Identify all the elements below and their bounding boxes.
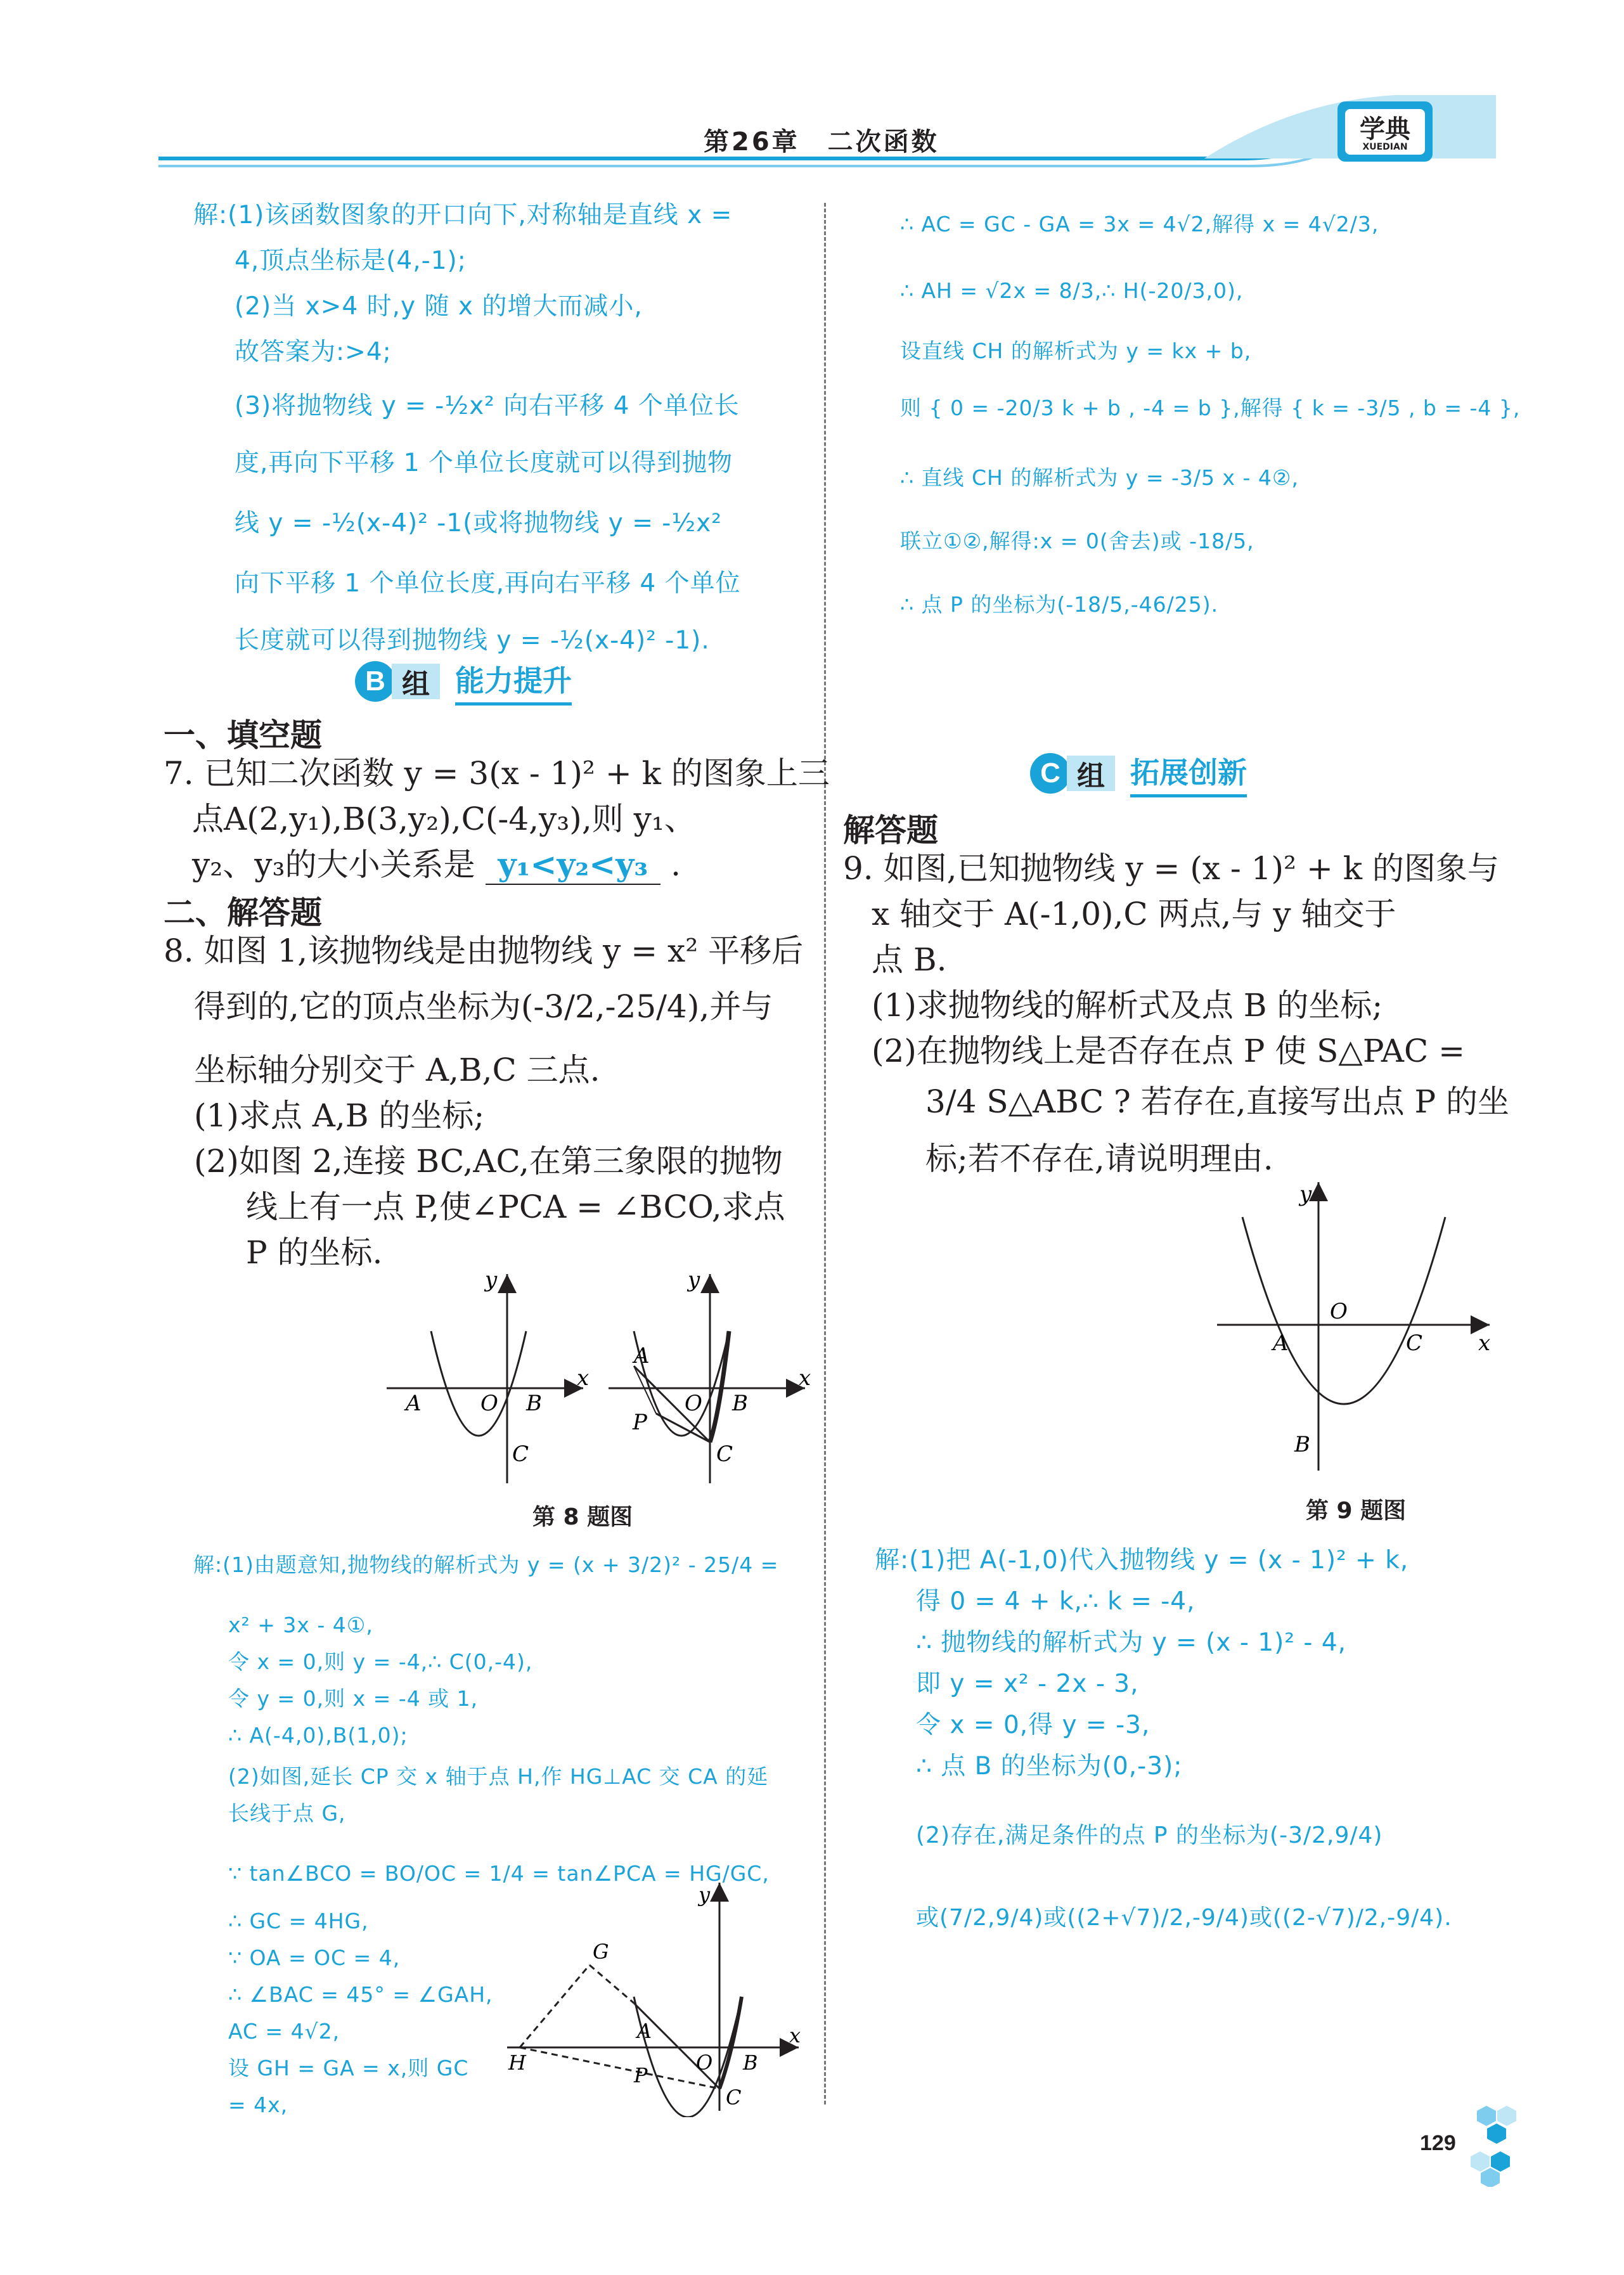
- axis-x-label: x: [799, 1365, 811, 1391]
- point-o-label: O: [480, 1391, 498, 1416]
- sol-a-line: 解:(1)该函数图象的开口向下,对称轴是直线 x =: [193, 201, 733, 229]
- q7-end: .: [671, 846, 681, 883]
- q9-line: 9. 如图,已知抛物线 y = (x - 1)² + k 的图象与: [843, 850, 1499, 887]
- q9-line: 3/4 S△ABC ? 若存在,直接写出点 P 的坐: [925, 1083, 1510, 1120]
- point-o-label: O: [1330, 1299, 1348, 1324]
- fig8-graph-2: [596, 1261, 811, 1490]
- sol-a-line: 度,再向下平移 1 个单位长度就可以得到抛物: [235, 449, 733, 477]
- point-p-label: P: [633, 1410, 647, 1435]
- point-c-label: C: [726, 2085, 742, 2110]
- sol8c-line: 联立①②,解得:x = 0(舍去)或 -18/5,: [900, 529, 1254, 553]
- axis-y-label: y: [699, 1883, 711, 1907]
- point-a-label: A: [406, 1391, 422, 1416]
- axis-x-label: x: [577, 1365, 590, 1391]
- sol8-line: ∴ GC = 4HG,: [228, 1909, 369, 1933]
- point-c-label: C: [716, 1441, 733, 1467]
- sol8c-line: ∴ 点 P 的坐标为(-18/5,-46/25).: [900, 592, 1219, 617]
- sol8-line: ∵ OA = OC = 4,: [228, 1945, 401, 1970]
- section-answer-right: 解答题: [843, 812, 938, 849]
- group-letter: C: [1030, 753, 1071, 794]
- section-fill-blank: 一、填空题: [164, 717, 322, 754]
- point-b-label: B: [1294, 1432, 1310, 1457]
- group-b-heading: [355, 659, 572, 704]
- q7-line: 点A(2,y₁),B(3,y₂),C(-4,y₃),则 y₁、: [192, 801, 696, 837]
- group-zu: 组: [392, 664, 440, 699]
- sol8-line: 解:(1)由题意知,抛物线的解析式为 y = (x + 3/2)² - 25/4 =: [193, 1552, 779, 1577]
- sol8-line: = 4x,: [228, 2092, 288, 2117]
- sol8-line: (2)如图,延长 CP 交 x 轴于点 H,作 HG⊥AC 交 CA 的延: [228, 1764, 769, 1789]
- point-b-label: B: [743, 2051, 758, 2075]
- sol9-line: 令 x = 0,得 y = -3,: [916, 1711, 1150, 1739]
- q8-line: 线上有一点 P,使∠PCA = ∠BCO,求点: [246, 1189, 785, 1225]
- sol8-line: ∴ ∠BAC = 45° = ∠GAH,: [228, 1982, 493, 2007]
- chapter-title: 第26章 二次函数: [704, 127, 939, 157]
- fig8-graph-1: [374, 1261, 590, 1490]
- fig8-caption: 第 8 题图: [532, 1504, 633, 1530]
- q8-line: 8. 如图 1,该抛物线是由抛物线 y = x² 平移后: [164, 932, 804, 969]
- sol9-line: (2)存在,满足条件的点 P 的坐标为(-3/2,9/4): [916, 1822, 1383, 1848]
- sol-a-line: (2)当 x>4 时,y 随 x 的增大而减小,: [235, 292, 643, 321]
- sol-a-line: 4,顶点坐标是(4,-1);: [235, 247, 467, 275]
- point-h-label: H: [508, 2051, 526, 2075]
- point-b-label: B: [526, 1391, 542, 1416]
- sol8c-line: ∴ AH = √2x = 8/3,∴ H(-20/3,0),: [900, 278, 1244, 303]
- sol9-line: 解:(1)把 A(-1,0)代入抛物线 y = (x - 1)² + k,: [875, 1546, 1409, 1575]
- sol8-line: ∴ A(-4,0),B(1,0);: [228, 1723, 408, 1748]
- point-p-label: P: [634, 2063, 648, 2087]
- point-c-label: C: [1406, 1331, 1423, 1356]
- hex-decoration: [1458, 2098, 1528, 2187]
- q8-line: 坐标轴分别交于 A,B,C 三点.: [194, 1052, 600, 1088]
- section-answer: 二、解答题: [164, 894, 322, 931]
- point-a-label: A: [1273, 1331, 1289, 1356]
- sol8-line: 令 x = 0,则 y = -4,∴ C(0,-4),: [228, 1649, 533, 1674]
- group-c-heading: [1030, 751, 1247, 796]
- axis-y-label: y: [688, 1267, 700, 1292]
- sol8-line: 设 GH = GA = x,则 GC: [228, 2056, 469, 2080]
- q8-line: (1)求点 A,B 的坐标;: [194, 1097, 485, 1134]
- point-c-label: C: [512, 1441, 529, 1467]
- q7-line-3: [164, 846, 830, 891]
- solution-a: [193, 202, 741, 684]
- sol8-line: AC = 4√2,: [228, 2019, 340, 2044]
- sol9-line: 或(7/2,9/4)或((2+√7)/2,-9/4)或((2-√7)/2,-9/4).: [916, 1905, 1452, 1931]
- point-o-label: O: [685, 1391, 702, 1416]
- brand-sub: XUEDIAN: [1362, 142, 1408, 152]
- sol8-line: 令 y = 0,则 x = -4 或 1,: [228, 1686, 479, 1711]
- group-title: 拓展创新: [1130, 750, 1247, 797]
- sol-a-line: (3)将抛物线 y = -½x² 向右平移 4 个单位长: [235, 392, 740, 420]
- q9-line: (2)在抛物线上是否存在点 P 使 S△PAC =: [872, 1033, 1466, 1069]
- column-divider: [824, 203, 826, 2104]
- sol8c-line: 则 { 0 = -20/3 k + b , -4 = b },解得 { k = -3/5 , b = -4 },: [900, 396, 1521, 420]
- q7-text: y₂、y₃的大小关系是: [192, 846, 475, 883]
- sol8c-line: ∴ 直线 CH 的解析式为 y = -3/5 x - 4②,: [900, 465, 1299, 490]
- q7-line: 7. 已知二次函数 y = 3(x - 1)² + k 的图象上三: [164, 755, 830, 792]
- solution-9: [875, 1547, 1452, 1956]
- sol9-line: 得 0 = 4 + k,∴ k = -4,: [916, 1587, 1195, 1616]
- q8-line: (2)如图 2,连接 BC,AC,在第三象限的抛物: [194, 1143, 783, 1180]
- q9-line: (1)求抛物线的解析式及点 B 的坐标;: [872, 987, 1383, 1024]
- fig9-graph: [1204, 1173, 1496, 1477]
- point-b-label: B: [732, 1391, 748, 1416]
- point-a-label: A: [637, 2019, 652, 2043]
- question-8: [164, 932, 803, 1279]
- sol8c-line: ∴ AC = GC - GA = 3x = 4√2,解得 x = 4√2/3,: [900, 212, 1379, 236]
- brand-logo: 学典: [1360, 115, 1410, 144]
- fig9-caption: 第 9 题图: [1306, 1498, 1407, 1524]
- question-9: [843, 849, 1509, 1185]
- q8-line: P 的坐标.: [246, 1234, 383, 1271]
- question-7: [164, 754, 830, 891]
- point-o-label: O: [696, 2051, 713, 2075]
- sol9-line: ∴ 抛物线的解析式为 y = (x - 1)² - 4,: [916, 1628, 1347, 1657]
- group-letter: B: [355, 661, 396, 702]
- sol8c-line: 设直线 CH 的解析式为 y = kx + b,: [900, 338, 1252, 363]
- axis-y-label: y: [485, 1267, 498, 1292]
- sol-a-line: 故答案为:>4;: [235, 338, 392, 366]
- page-number: 129: [1420, 2131, 1456, 2155]
- axis-x-label: x: [789, 2023, 801, 2047]
- q9-line: 点 B.: [872, 941, 947, 978]
- sol8-line: ∵ tan∠BCO = BO/OC = 1/4 = tan∠PCA = HG/GC,: [228, 1861, 770, 1886]
- axis-y-label: y: [1299, 1182, 1312, 1207]
- sol-a-line: 线 y = -½(x-4)² -1(或将抛物线 y = -½x²: [235, 509, 722, 538]
- q9-line: 标;若不存在,请说明理由.: [925, 1140, 1273, 1177]
- q9-line: x 轴交于 A(-1,0),C 两点,与 y 轴交于: [872, 896, 1396, 932]
- q8-line: 得到的,它的顶点坐标为(-3/2,-25/4),并与: [194, 988, 773, 1025]
- point-g-label: G: [593, 1940, 609, 1964]
- point-a-label: A: [634, 1343, 650, 1369]
- page-header: [0, 0, 1624, 171]
- solution-8-continued: [900, 212, 1520, 656]
- sol9-line: ∴ 点 B 的坐标为(0,-3);: [916, 1752, 1183, 1781]
- sol-a-line: 长度就可以得到抛物线 y = -½(x-4)² -1).: [235, 626, 710, 655]
- group-title: 能力提升: [455, 658, 572, 706]
- sol8-figure: [494, 1876, 811, 2117]
- sol9-line: 即 y = x² - 2x - 3,: [916, 1670, 1139, 1698]
- group-zu: 组: [1067, 756, 1115, 791]
- q7-answer: y₁<y₂<y₃: [486, 846, 661, 885]
- sol8-line: 长线于点 G,: [228, 1801, 346, 1826]
- axis-x-label: x: [1478, 1331, 1491, 1356]
- sol-a-line: 向下平移 1 个单位长度,再向右平移 4 个单位: [235, 569, 741, 598]
- sol8-line: x² + 3x - 4①,: [228, 1613, 373, 1637]
